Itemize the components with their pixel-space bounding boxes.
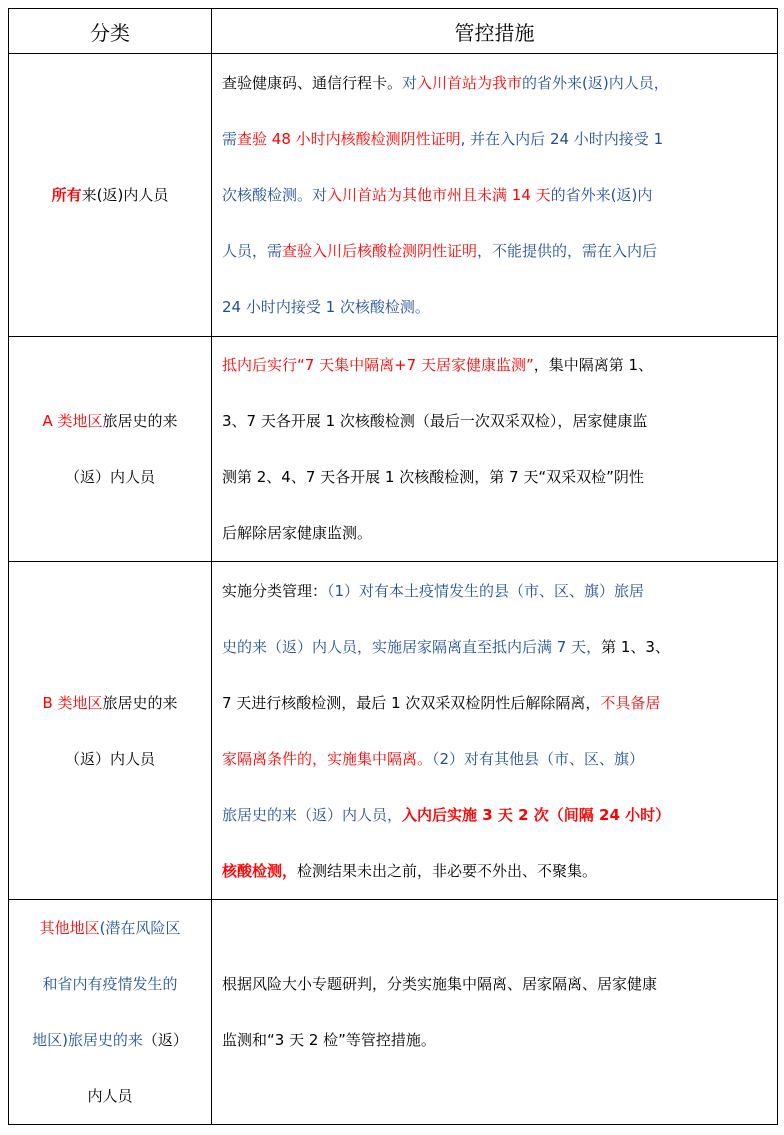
text-line (222, 55, 771, 111)
text-segment: 内人员 (87, 1087, 133, 1105)
text-segment: , 并在入内后 24 小时内接受 1 (460, 130, 664, 148)
table-row (9, 562, 778, 900)
highlight-text: 查验 48 小时内核酸检测阴性证明 (237, 130, 461, 148)
header-measures: 管控措施 (212, 9, 778, 54)
text-segment: （2）对有其他县（市、区、旗） (432, 749, 645, 768)
text-segment: 检测结果未出之前，非必要不外出、不聚集。 (297, 861, 598, 880)
text-segment: 7 天进行核酸检测，最后 1 次双采双检阴性后解除隔离， (222, 693, 601, 712)
text-line (13, 167, 207, 223)
text-line (13, 675, 207, 731)
highlight-text: 核酸检测， (222, 861, 298, 880)
text-line (13, 956, 207, 1012)
text-segment: 和省内有疫情发生的 (42, 975, 178, 993)
text-line (222, 787, 771, 843)
text-segment: 旅居史的来 (102, 693, 178, 712)
measures-cell (212, 337, 778, 562)
highlight-text: 查验入川后核酸检测阴性证明 (282, 242, 478, 260)
text-line (222, 393, 771, 449)
text-line (222, 223, 771, 279)
text-segment: ，集中隔离第 1、 (533, 356, 654, 374)
text-segment: (潜在风险区 (99, 919, 181, 937)
text-line (222, 619, 771, 675)
text-line (13, 393, 207, 449)
text-segment: 后解除居家健康监测。 (222, 524, 373, 542)
highlight-text: A 类地区 (42, 412, 103, 430)
text-line (13, 731, 207, 787)
highlight-text: 入川首站为我市 (417, 74, 523, 92)
text-segment: 旅居史的来（返）内人员， (222, 805, 403, 824)
text-segment: 的省外来(返)内 (550, 186, 653, 204)
header-row (9, 9, 778, 54)
table-row (9, 337, 778, 562)
measures-cell (212, 900, 778, 1125)
text-segment: 测第 2、4、7 天各开展 1 次核酸检测，第 7 天“双采双检”阴性 (222, 468, 644, 486)
text-segment: 监测和“3 天 2 检”等管控措施。 (222, 1031, 436, 1049)
measures-cell (212, 562, 778, 900)
text-segment: 对 (402, 74, 418, 92)
table-row (9, 900, 778, 1125)
text-segment: 24 小时内接受 1 次核酸检测。 (222, 298, 430, 316)
text-segment: （1）对有本土疫情发生的县（市、区、旗）旅居 (327, 581, 645, 600)
text-segment: 旅居史的来 (102, 412, 178, 430)
text-segment: ，不能提供的，需在入内后 (477, 242, 658, 260)
text-line (13, 900, 207, 956)
text-line (222, 505, 771, 561)
text-segment: 地区)旅居史的来 (32, 1031, 143, 1049)
text-line (222, 731, 771, 787)
text-segment: 次核酸检测。对 (222, 186, 328, 204)
text-segment: 查验健康码、通信行程卡。 (222, 74, 403, 92)
control-measures-table (8, 8, 778, 1125)
table-body (9, 54, 778, 1125)
text-segment: 根据风险大小专题研判，分类实施集中隔离、居家隔离、居家健康 (222, 975, 658, 993)
text-segment: 实施分类管理： (222, 581, 328, 600)
highlight-text: 入内后实施 3 天 2 次（间隔 24 小时） (402, 805, 671, 824)
text-line (222, 956, 771, 1012)
text-line (13, 1012, 207, 1068)
text-segment: （返）内人员 (64, 468, 155, 486)
text-line (222, 111, 771, 167)
text-segment: 的省外来(返)内人员， (522, 74, 669, 92)
text-line (222, 167, 771, 223)
text-segment: 需 (222, 130, 238, 148)
highlight-text: B 类地区 (42, 693, 103, 712)
category-cell (9, 900, 212, 1125)
highlight-text: 入川首站为其他市州且未满 14 天 (327, 186, 551, 204)
text-line (13, 449, 207, 505)
text-line (222, 843, 771, 899)
measures-cell (212, 54, 778, 337)
table-row (9, 54, 778, 337)
header-category: 分类 (9, 9, 212, 54)
highlight-text: 所有 (51, 186, 82, 204)
text-line (222, 337, 771, 393)
text-line (222, 563, 771, 619)
text-line (13, 1068, 207, 1124)
text-line (222, 1012, 771, 1068)
highlight-text: 家隔离条件的，实施集中隔离。 (222, 749, 433, 768)
highlight-text: 抵内后实行“7 天集中隔离+7 天居家健康监测” (222, 356, 534, 374)
text-line (222, 449, 771, 505)
text-segment: 来(返)内人员 (81, 186, 169, 204)
category-cell (9, 562, 212, 900)
text-line (222, 675, 771, 731)
text-segment: 第 1、3、 (601, 637, 670, 656)
text-segment: （返）内人员 (64, 749, 155, 768)
category-cell (9, 337, 212, 562)
highlight-text: 其他地区 (39, 919, 100, 937)
text-segment: 史的来（返）内人员，实施居家隔离直至抵内后满 7 天， (222, 637, 602, 656)
text-line (222, 279, 771, 335)
text-segment: 3、7 天各开展 1 次核酸检测（最后一次双采双检），居家健康监 (222, 412, 648, 430)
text-segment: （返） (142, 1031, 188, 1049)
highlight-text: 不具备居 (600, 693, 661, 712)
text-segment: 人员，需 (222, 242, 283, 260)
category-cell (9, 54, 212, 337)
